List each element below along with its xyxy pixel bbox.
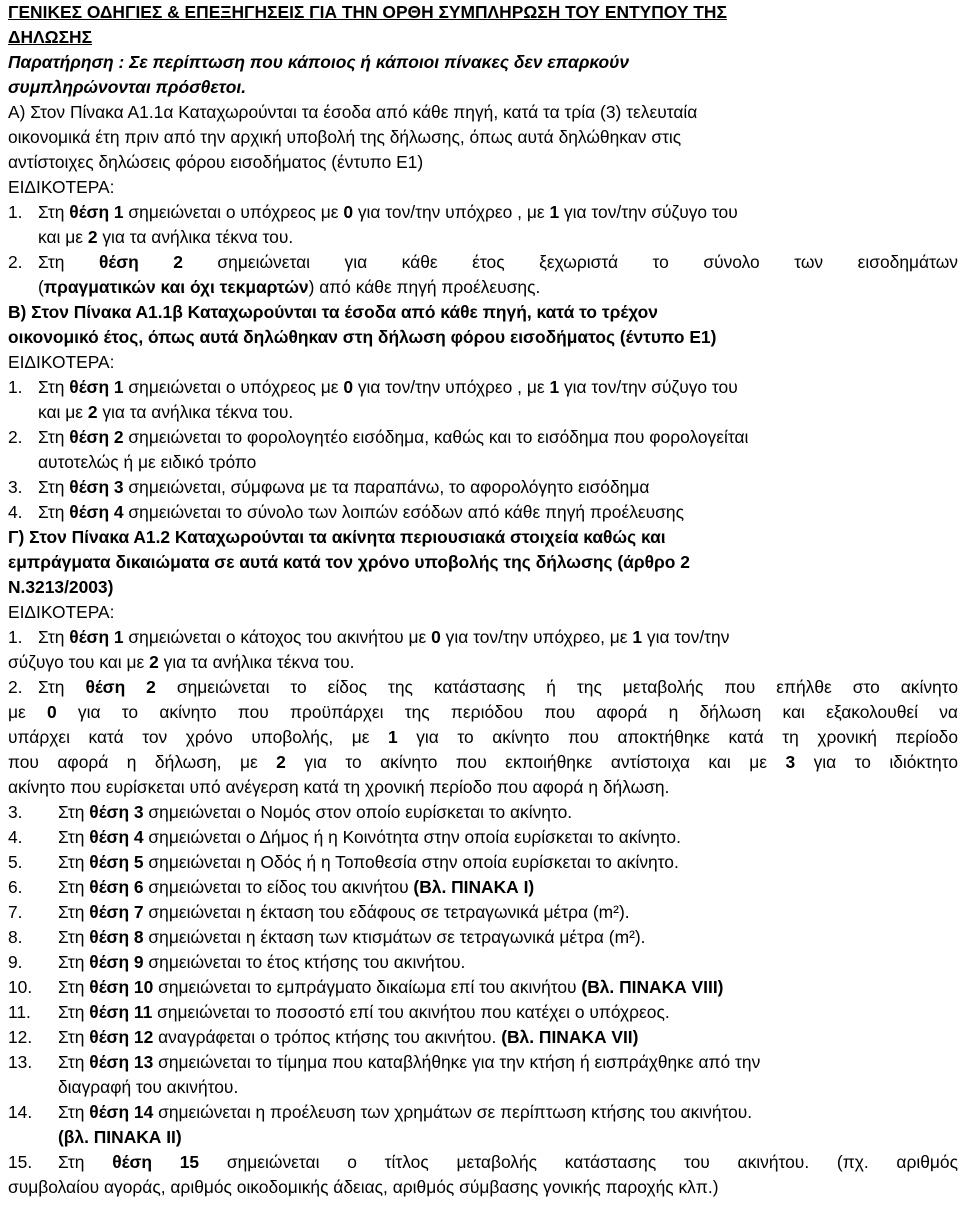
section-a-intro-2: οικονομικά έτη πριν από την αρχική υποβολή της δήλωσης, όπως αυτά δηλώθηκαν στις xyxy=(8,127,682,147)
text: σημειώνεται η προέλευση των χρημάτων σε περίπτωση κτήσης του ακινήτου. xyxy=(153,1102,753,1122)
text: σημειώνεται ο υπόχρεος με xyxy=(123,202,344,222)
text: σύζυγο του και με xyxy=(8,652,150,672)
bold-text: θέση 14 xyxy=(89,1102,154,1122)
section-c xyxy=(8,525,958,1200)
bold-text: (Βλ. ΠΙΝΑΚΑ VII) xyxy=(501,1027,639,1047)
list-item-text xyxy=(38,625,958,650)
text: σημειώνεται ο Νομός στον οποίο ευρίσκεται το ακίνητο. xyxy=(143,802,573,822)
list-item-text xyxy=(58,825,958,850)
text: για τον/την σύζυγο του xyxy=(559,377,738,397)
text: για τα ανήλικα τέκνα του. xyxy=(97,402,294,422)
list-item-text xyxy=(58,925,958,950)
bold-text: θέση 4 xyxy=(89,827,144,847)
text: σημειώνεται ο τίτλος μεταβολής κατάστασης του ακινήτου. (πχ. αριθμός xyxy=(199,1152,958,1172)
bold-text: 0 xyxy=(343,202,354,222)
list-item-number: 2. xyxy=(8,252,23,272)
text: Στη xyxy=(38,502,70,522)
text: Στη xyxy=(58,852,90,872)
list-item-continuation xyxy=(8,400,958,425)
list-item-text xyxy=(38,200,958,225)
list-item-number: 2. xyxy=(8,677,23,697)
text: σημειώνεται το είδος της κατάστασης ή της μεταβολής που επήλθε στο ακίνητο xyxy=(155,677,959,697)
list-item-continuation xyxy=(8,275,958,300)
text: σημειώνεται το είδος του ακινήτου xyxy=(143,877,414,897)
list-item-text xyxy=(58,1100,958,1125)
text: Στη xyxy=(58,1152,113,1172)
text: Στη xyxy=(38,202,70,222)
list-item-line xyxy=(8,1000,958,1025)
text: υπάρχει κατά τον χρόνο υποβολής, με xyxy=(8,727,389,747)
bold-text: 2 xyxy=(276,752,286,772)
section-b-intro-1: Β) Στον Πίνακα Α1.1β Καταχωρούνται τα έσοδα από κάθε πηγή, κατά το τρέχον xyxy=(8,302,658,322)
bold-text: θέση 1 xyxy=(69,627,124,647)
section-b-items xyxy=(8,375,958,525)
text: συμβολαίου αγοράς, αριθμός οικοδομικής άδειας, αριθμός σύμβασης γονικής παροχής κλπ.) xyxy=(8,1177,719,1197)
list-item-number: 5. xyxy=(8,852,23,872)
bold-text: θέση 2 xyxy=(85,677,156,697)
bold-text: 1 xyxy=(549,377,560,397)
section-c-intro-2: εμπράγματα δικαιώματα σε αυτά κατά τον χρόνο υποβολής της δήλωσης (άρθρο 2 xyxy=(8,552,690,572)
bold-text: θέση 5 xyxy=(89,852,144,872)
list-item-line xyxy=(8,675,958,700)
text: σημειώνεται για κάθε έτος ξεχωριστά το σύνολο των εισοδημάτων xyxy=(182,252,958,272)
text: Στη xyxy=(58,1102,90,1122)
list-item-text xyxy=(58,1150,958,1175)
list-item-line xyxy=(8,950,958,975)
list-item-line xyxy=(8,1150,958,1175)
list-item-text xyxy=(38,250,958,275)
text: για τον/την υπόχρεο, με xyxy=(440,627,633,647)
text: σημειώνεται το σύνολο των λοιπών εσόδων από κάθε πηγή προέλευσης xyxy=(123,502,684,522)
text: Στη xyxy=(58,927,90,947)
text: που αφορά η δήλωση, με xyxy=(8,752,277,772)
list-item-continuation xyxy=(8,1175,958,1200)
list-item-number: 15. xyxy=(8,1152,33,1172)
note-line-2: συμπληρώνονται πρόσθετοι. xyxy=(8,77,247,97)
section-b xyxy=(8,300,958,525)
list-item-continuation xyxy=(8,725,958,750)
list-item-number: 4. xyxy=(8,502,23,522)
list-item-line xyxy=(8,425,958,450)
list-item-text xyxy=(58,1025,958,1050)
bold-text: θέση 11 xyxy=(89,1002,153,1022)
list-item-continuation xyxy=(8,750,958,775)
section-a-intro-1: Α) Στον Πίνακα Α1.1α Καταχωρούνται τα έσοδα από κάθε πηγή, κατά τα τρία (3) τελευταία xyxy=(8,102,698,122)
text: για τον/την υπόχρεο , με xyxy=(353,377,550,397)
document-title-line-1: ΓΕΝΙΚΕΣ ΟΔΗΓΙΕΣ & ΕΠΕΞΗΓΗΣΕΙΣ ΓΙΑ ΤΗΝ ΟΡΘΗ ΣΥΜΠΛΗΡΩΣΗ ΤΟΥ ΕΝΤΥΠΟΥ ΤΗΣ xyxy=(8,2,727,22)
text: για το ακίνητο που αποκτήθηκε κατά τη χρονική περίοδο xyxy=(397,727,958,747)
text: Στη xyxy=(58,877,90,897)
bold-text: (Βλ. ΠΙΝΑΚΑ Ι) xyxy=(413,877,535,897)
list-item-text xyxy=(38,375,958,400)
list-item-number: 8. xyxy=(8,927,23,947)
list-item-line xyxy=(8,200,958,225)
bold-text: θέση 13 xyxy=(89,1052,154,1072)
text: αναγράφεται ο τρόπος κτήσης του ακινήτου. xyxy=(153,1027,502,1047)
list-item-line xyxy=(8,800,958,825)
text: σημειώνεται το φορολογητέο εισόδημα, καθώς και το εισόδημα που φορολογείται xyxy=(123,427,749,447)
list-item-continuation xyxy=(8,1125,958,1150)
section-c-item-1 xyxy=(8,625,958,675)
note-line-1: Παρατήρηση : Σε περίπτωση που κάποιος ή κάποιοι πίνακες δεν επαρκούν xyxy=(8,52,630,72)
text: σημειώνεται το εμπράγματο δικαίωμα επί του ακινήτου xyxy=(153,977,582,997)
list-item-text xyxy=(58,850,958,875)
bold-text: 3 xyxy=(785,752,796,772)
bold-text: θέση 3 xyxy=(89,802,144,822)
text: αυτοτελώς ή με ειδικό τρόπο xyxy=(38,452,257,472)
text: ακίνητο που ευρίσκεται υπό ανέγερση κατά τη χρονική περίοδο που αφορά η δήλωση. xyxy=(8,777,670,797)
list-item-continuation xyxy=(8,1075,958,1100)
bold-text: θέση 1 xyxy=(69,202,124,222)
bold-text: θέση 12 xyxy=(89,1027,154,1047)
bold-text: 1 xyxy=(632,627,643,647)
list-item-number: 3. xyxy=(8,802,23,822)
text: Στη xyxy=(58,1002,90,1022)
text: Στη xyxy=(58,902,90,922)
list-item-continuation xyxy=(8,450,958,475)
bold-text: θέση 4 xyxy=(69,502,124,522)
text: σημειώνεται ο υπόχρεος με xyxy=(123,377,344,397)
list-item-number: 11. xyxy=(8,1002,31,1022)
text: σημειώνεται η Οδός ή η Τοποθεσία στην οποία ευρίσκεται το ακίνητο. xyxy=(143,852,679,872)
list-item-text xyxy=(58,875,958,900)
list-item-number: 3. xyxy=(8,477,23,497)
list-item-number: 7. xyxy=(8,902,23,922)
text: με xyxy=(8,702,48,722)
list-item-text xyxy=(58,975,958,1000)
section-b-specifically-heading: ΕΙΔΙΚΟΤΕΡΑ: xyxy=(8,352,115,372)
text: σημειώνεται το ποσοστό επί του ακινήτου που κατέχει ο υπόχρεος. xyxy=(152,1002,670,1022)
list-item-line xyxy=(8,850,958,875)
text: Στη xyxy=(38,252,99,272)
list-item-number: 12. xyxy=(8,1027,33,1047)
text: διαγραφή του ακινήτου. xyxy=(58,1077,239,1097)
section-c-items xyxy=(8,800,958,1150)
list-item-line xyxy=(8,250,958,275)
list-item-number: 13. xyxy=(8,1052,33,1072)
list-item-line xyxy=(8,925,958,950)
text: Στη xyxy=(38,627,70,647)
list-item-text xyxy=(58,800,958,825)
bold-text: 2 xyxy=(87,227,98,247)
bold-text: θέση 10 xyxy=(89,977,154,997)
list-item-number: 2. xyxy=(8,427,23,447)
list-item-line xyxy=(8,375,958,400)
section-b-intro-2: οικονομικό έτος, όπως αυτά δηλώθηκαν στη δήλωση φόρου εισοδήματος (έντυπο Ε1) xyxy=(8,327,717,347)
bold-text: 0 xyxy=(343,377,354,397)
list-item-line xyxy=(8,1025,958,1050)
text: για τον/την υπόχρεο , με xyxy=(353,202,550,222)
section-c-intro-3: Ν.3213/2003) xyxy=(8,577,114,597)
list-item-number: 14. xyxy=(8,1102,33,1122)
list-item-text xyxy=(38,475,958,500)
text: Στη xyxy=(38,477,70,497)
list-item-text xyxy=(58,900,958,925)
list-item-number: 1. xyxy=(8,377,23,397)
section-a xyxy=(8,100,958,300)
list-item-line xyxy=(8,975,958,1000)
text: Στη xyxy=(58,977,90,997)
list-item-number: 10. xyxy=(8,977,33,997)
list-item-line xyxy=(8,900,958,925)
text: σημειώνεται το τίμημα που καταβλήθηκε για την κτήση ή εισπράχθηκε από την xyxy=(153,1052,761,1072)
text: για το ιδιόκτητο xyxy=(795,752,958,772)
bold-text: 2 xyxy=(87,402,98,422)
list-item-text xyxy=(58,950,958,975)
list-item-line xyxy=(8,875,958,900)
bold-text: θέση 9 xyxy=(89,952,144,972)
document-title-line-2: ΔΗΛΩΣΗΣ xyxy=(8,27,93,47)
text: Στη xyxy=(38,377,70,397)
text: για το ακίνητο που προϋπάρχει της περιόδου που αφορά η δήλωση και εξακολουθεί να xyxy=(56,702,958,722)
text: σημειώνεται το έτος κτήσης του ακινήτου. xyxy=(143,952,466,972)
bold-text: πραγματικών και όχι τεκμαρτών xyxy=(43,277,309,297)
bold-text: 0 xyxy=(431,627,441,647)
bold-text: θέση 15 xyxy=(112,1152,200,1172)
bold-text: θέση 1 xyxy=(69,377,124,397)
text: ) από κάθε πηγή προέλευσης. xyxy=(308,277,541,297)
bold-text: θέση 7 xyxy=(89,902,144,922)
list-item-number: 4. xyxy=(8,827,23,847)
text: σημειώνεται ο κάτοχος του ακινήτου με xyxy=(123,627,432,647)
bold-text: (Βλ. ΠΙΝΑΚΑ VIII) xyxy=(581,977,724,997)
list-item-line xyxy=(8,1050,958,1075)
bold-text: θέση 8 xyxy=(89,927,144,947)
text: Στη xyxy=(58,1027,90,1047)
text: και με xyxy=(38,402,88,422)
text: για το ακίνητο που εκποιήθηκε αντίστοιχα και με xyxy=(285,752,786,772)
section-a-items xyxy=(8,200,958,300)
list-item-continuation xyxy=(8,700,958,725)
list-item-continuation xyxy=(8,650,958,675)
section-c-specifically-heading: ΕΙΔΙΚΟΤΕΡΑ: xyxy=(8,602,115,622)
list-item-text xyxy=(38,675,958,700)
text: σημειώνεται η έκταση του εδάφους σε τετραγωνικά μέτρα (m²). xyxy=(143,902,630,922)
list-item-continuation xyxy=(8,775,958,800)
bold-text: 1 xyxy=(388,727,398,747)
bold-text: θέση 3 xyxy=(69,477,124,497)
text: ( xyxy=(38,277,44,297)
text: σημειώνεται, σύμφωνα με τα παραπάνω, το αφορολόγητο εισόδημα xyxy=(123,477,650,497)
text: για τα ανήλικα τέκνα του. xyxy=(158,652,355,672)
section-a-specifically-heading: ΕΙΔΙΚΟΤΕΡΑ: xyxy=(8,177,115,197)
bold-text: 0 xyxy=(47,702,57,722)
text: και με xyxy=(38,227,88,247)
list-item-number: 1. xyxy=(8,202,23,222)
list-item-line xyxy=(8,1100,958,1125)
section-c-intro-1: Γ) Στον Πίνακα Α1.2 Καταχωρούνται τα ακίνητα περιουσιακά στοιχεία καθώς και xyxy=(8,527,666,547)
text: Στη xyxy=(58,802,90,822)
list-item-text xyxy=(58,1050,958,1075)
bold-text: θέση 6 xyxy=(89,877,144,897)
bold-text: (βλ. ΠΙΝΑΚΑ ΙΙ) xyxy=(58,1127,182,1147)
list-item-text xyxy=(58,1000,958,1025)
list-item-number: 6. xyxy=(8,877,23,897)
text: σημειώνεται η έκταση των κτισμάτων σε τετραγωνικά μέτρα (m²). xyxy=(143,927,646,947)
text: Στη xyxy=(38,427,70,447)
section-c-item-15 xyxy=(8,1150,958,1200)
text: Στη xyxy=(58,952,90,972)
text: σημειώνεται ο Δήμος ή η Κοινότητα στην οποία ευρίσκεται το ακίνητο. xyxy=(143,827,681,847)
bold-text: 1 xyxy=(549,202,560,222)
bold-text: θέση 2 xyxy=(98,252,183,272)
list-item-number: 9. xyxy=(8,952,23,972)
list-item-line xyxy=(8,825,958,850)
text: Στη xyxy=(58,1052,90,1072)
list-item-number: 1. xyxy=(8,627,23,647)
section-a-intro-3: αντίστοιχες δηλώσεις φόρου εισοδήματος (έντυπο Ε1) xyxy=(8,152,424,172)
text: Στη xyxy=(38,677,86,697)
text: για τον/την σύζυγο του xyxy=(559,202,738,222)
text: για τον/την xyxy=(642,627,730,647)
bold-text: 2 xyxy=(149,652,159,672)
list-item-line xyxy=(8,625,958,650)
text: Στη xyxy=(58,827,90,847)
list-item-text xyxy=(38,425,958,450)
section-c-item-2 xyxy=(8,675,958,800)
bold-text: θέση 2 xyxy=(69,427,124,447)
list-item-text xyxy=(38,500,958,525)
list-item-line xyxy=(8,500,958,525)
text: για τα ανήλικα τέκνα του. xyxy=(97,227,294,247)
list-item-continuation xyxy=(8,225,958,250)
list-item-line xyxy=(8,475,958,500)
